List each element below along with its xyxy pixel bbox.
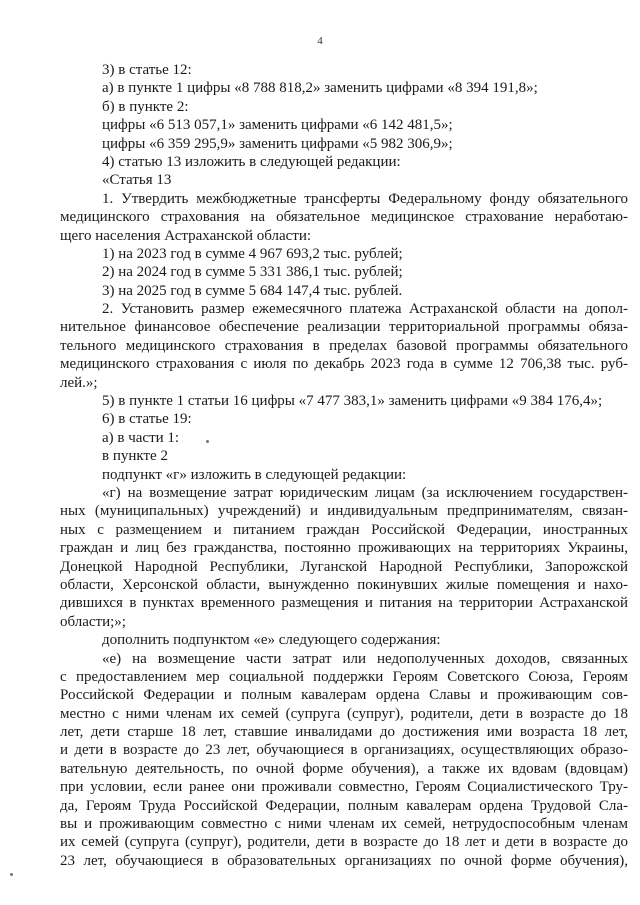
text-line: «е) на возмещение части затрат или недополученных доходов, связанных (102, 650, 628, 667)
text-line: 3) на 2025 год в сумме 5 684 147,4 тыс. рублей. (102, 282, 403, 299)
text-line: области;»; (60, 613, 126, 630)
text-line: 6) в статье 19: (102, 411, 192, 428)
text-line: области, Херсонской области, вынужденно покинувших жилые помещения и нахо- (60, 576, 628, 593)
text-line: лет, дети старше 18 лет, ставшие инвалидами до достижения ими возраста 18 лет, (60, 724, 628, 741)
text-line: нительное финансовое обеспечение реализации территориальной программы обяза- (60, 319, 628, 336)
page-number: 4 (317, 35, 323, 47)
text-line: 1) на 2023 год в сумме 4 967 693,2 тыс. рублей; (102, 245, 403, 262)
text-line: местно с ними членам их семей (супруга (супруг), родители, дети в возрасте до 18 (60, 705, 628, 722)
document-body (60, 61, 628, 870)
text-line: медицинского страхования на обязательное медицинское страхование неработаю- (60, 209, 628, 226)
text-line: медицинского страхования с июля по декабрь 2023 года в сумме 12 706,38 тыс. руб- (60, 356, 628, 373)
text-line: лей.»; (60, 374, 98, 391)
text-line: 2. Установить размер ежемесячного платежа Астраханской области на допол- (102, 301, 628, 318)
text-line: вы и проживающим совместно с ними членам их семей, нетрудоспособным членам (60, 816, 628, 833)
text-line: с предоставлением мер социальной поддержки Героям Советского Союза, Героям (60, 668, 628, 685)
text-line: тельного медицинского страхования в пределах базовой программы обязательного (60, 337, 628, 354)
text-line: их семей (супруга (супруг), родители, дети в возрасте до 18 лет и дети в возрасте до (60, 834, 628, 851)
text-line: а) в пункте 1 цифры «8 788 818,2» заменить цифрами «8 394 191,8»; (102, 80, 538, 97)
text-line: при условии, если ранее они проживали совместно, Героям Социалистического Тру- (60, 779, 628, 796)
text-line: 2) на 2024 год в сумме 5 331 386,1 тыс. рублей; (102, 264, 403, 281)
text-line: ных с размещением и питанием граждан Российской Федерации, иностранных (60, 521, 628, 538)
text-line: 23 лет, обучающиеся в образовательных организациях по очной форме обучения), (60, 852, 628, 869)
text-line: цифры «6 359 295,9» заменить цифрами «5 982 306,9»; (102, 135, 453, 152)
scan-speck (206, 440, 209, 443)
text-line: граждан и лиц без гражданства, постоянно проживающих на территориях Украины, (60, 540, 628, 557)
text-line: «г) на возмещение затрат юридическим лицам (за исключением государствен- (102, 484, 628, 501)
text-line: в пункте 2 (102, 448, 168, 465)
text-line: 4) статью 13 изложить в следующей редакции: (102, 153, 401, 170)
text-line: дившихся в пунктах временного размещения и питания на территории Астраханской (60, 595, 628, 612)
text-line: 1. Утвердить межбюджетные трансферты Федеральному фонду обязательного (102, 190, 628, 207)
text-line: Донецкой Народной Республики, Луганской Народной Республики, Запорожской (60, 558, 628, 575)
text-line: б) в пункте 2: (102, 98, 189, 115)
text-line: Российской Федерации и полным кавалерам ордена Славы и проживающим сов- (60, 687, 628, 704)
text-line: да, Героям Труда Российской Федерации, полным кавалерам ордена Трудовой Сла- (60, 797, 628, 814)
text-line: подпункт «г» изложить в следующей редакции: (102, 466, 407, 483)
text-line: щего населения Астраханской области: (60, 227, 312, 244)
text-line: дополнить подпунктом «е» следующего содержания: (102, 632, 441, 649)
text-line: цифры «6 513 057,1» заменить цифрами «6 142 481,5»; (102, 117, 453, 134)
text-line: и дети в возрасте до 23 лет, обучающиеся в организациях, осуществляющих образо- (60, 742, 628, 759)
text-line: ных (муниципальных) учреждений) и индивидуальным предпринимателям, связан- (60, 503, 628, 520)
text-line: а) в части 1: (102, 429, 180, 446)
text-line: вательную деятельность, по очной форме обучения), а также их вдовам (вдовцам) (60, 760, 628, 777)
text-line: «Статья 13 (102, 172, 172, 189)
text-line: 3) в статье 12: (102, 62, 192, 78)
text-line: 5) в пункте 1 статьи 16 цифры «7 477 383,1» заменить цифрами «9 384 176,4»; (102, 393, 603, 410)
scan-speck (10, 873, 13, 876)
